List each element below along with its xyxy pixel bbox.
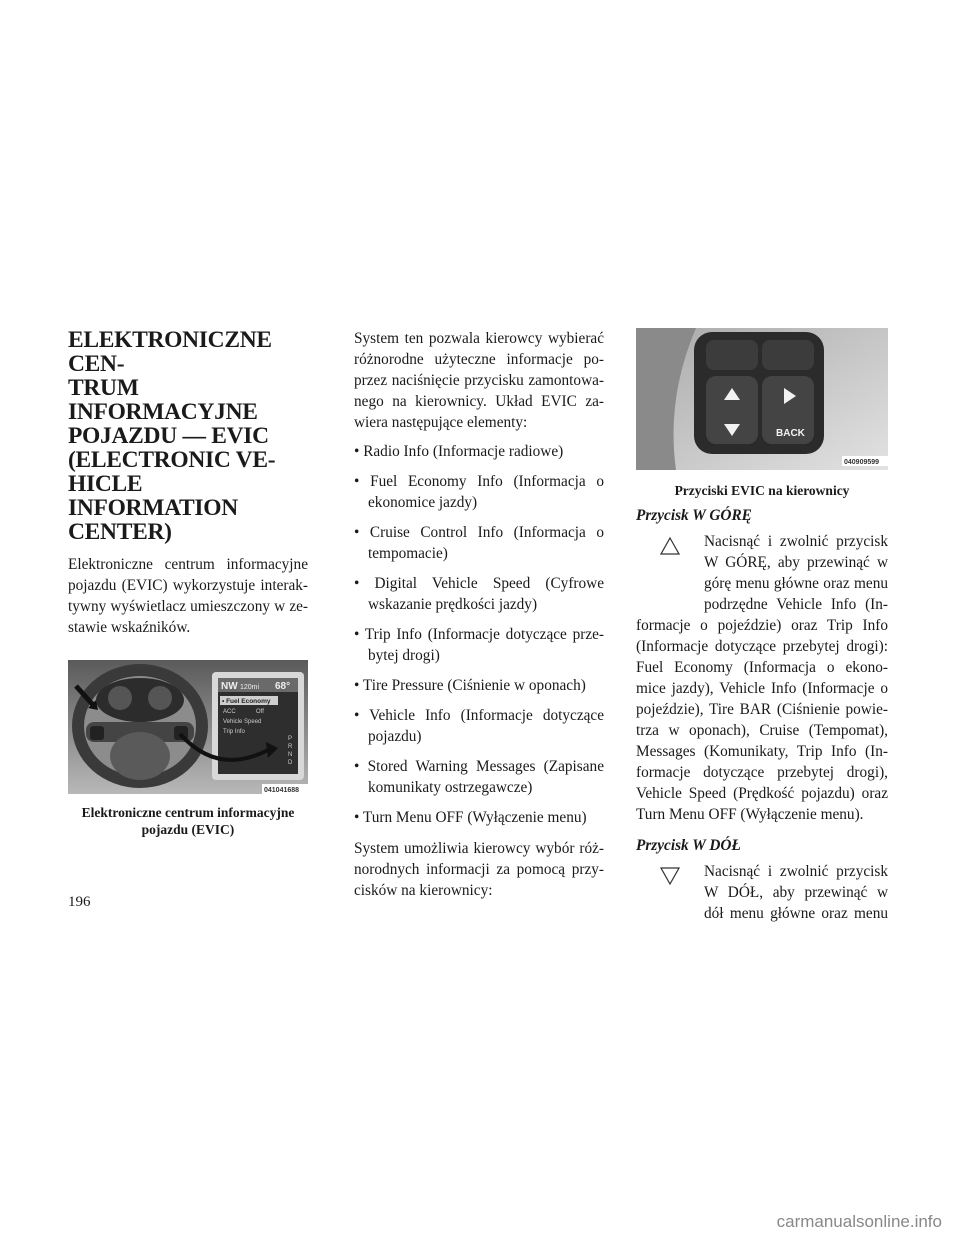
list-item: • Tire Pressure (Ciśnienie w oponach): [354, 675, 604, 696]
up-button-continued: [636, 615, 888, 825]
evic-cluster-figure: [68, 660, 308, 838]
text-line: pojazdu (EVIC) wykorzystuje interak-: [68, 577, 308, 594]
text-line: różnorodne użyteczne informacje po-: [354, 351, 604, 368]
text-line: Vehicle Speed (Prędkość pojazdu) oraz: [636, 785, 888, 802]
heading-line: CENTER): [68, 519, 172, 545]
text-line: Turn Menu OFF (Wyłączenie menu).: [636, 806, 864, 823]
up-button-description: [636, 531, 888, 615]
heading-line: HICLE INFORMATION: [68, 471, 238, 521]
down-button-heading: Przycisk W DÓŁ: [636, 837, 741, 854]
text-line: mice jazdy), Vehicle Info (Informacje o: [636, 680, 888, 697]
text-line: Nacisnąć i zwolnić przycisk: [704, 863, 888, 880]
evic-feature-list: [354, 441, 604, 828]
text-line: Elektroniczne centrum informacyjne: [68, 556, 308, 573]
list-item: • Trip Info (Informacje dotyczące prze- bytej drogi): [354, 624, 604, 666]
menu-trip-info: Trip Info: [223, 729, 245, 735]
evic-buttons-image: [636, 328, 888, 470]
list-item: • Fuel Economy Info (Informacja o ekonomice jazdy): [354, 471, 604, 513]
evic-cluster-image: [68, 660, 308, 794]
heading-line: POJAZDU — EVIC: [68, 423, 269, 449]
section-heading: [68, 328, 308, 544]
text-line: górę menu główne oraz menu: [704, 575, 888, 592]
text-line: norodnych informacji za pomocą przy-: [354, 861, 604, 878]
menu-acc: ACC: [223, 709, 236, 715]
down-button-description: [636, 861, 888, 924]
figure2-tag: 040909599: [844, 459, 880, 466]
heading-line: ELEKTRONICZNE CEN-: [68, 327, 272, 377]
figure1-tag: 041041688: [264, 787, 300, 794]
column-right: [636, 328, 888, 924]
up-triangle-icon: [636, 531, 704, 559]
evic-description: [354, 328, 604, 433]
text-line: Messages (Komunikaty, Trip Info (In-: [636, 743, 888, 760]
intro-paragraph: [68, 554, 308, 638]
text-line: trza w oponach), Cruise (Tempomat),: [636, 722, 888, 739]
text-line: W GÓRĘ, aby przewinąć w: [704, 554, 888, 571]
temp-readout: 68°: [275, 681, 291, 692]
gear-p: P: [288, 736, 293, 742]
watermark[interactable]: carmanualsonline.info: [776, 1212, 942, 1231]
list-item: • Radio Info (Informacje radiowe): [354, 441, 604, 462]
column-left: [68, 328, 308, 838]
gear-r: R: [288, 744, 293, 750]
figure1-caption: [68, 804, 308, 838]
evic-buttons-figure: [636, 328, 888, 499]
text-line: cisków na kierownicy:: [354, 882, 493, 899]
menu-acc-off: Off: [256, 709, 264, 715]
heading-line: TRUM INFORMACYJNE: [68, 375, 258, 425]
text-line: tywny wyświetlacz umieszczony w ze-: [68, 598, 308, 615]
text-line: Fuel Economy (Informacja o ekono-: [636, 659, 888, 676]
text-line: przez naciśnięcie przycisku zamontowa-: [354, 372, 604, 389]
text-line: dół menu główne oraz menu: [704, 905, 888, 922]
list-item: • Digital Vehicle Speed (Cyfrowe wskazanie prędkości jazdy): [354, 573, 604, 615]
text-line: wiera następujące elementy:: [354, 414, 528, 431]
page-number: 196: [68, 894, 91, 910]
heading-line: (ELECTRONIC VE-: [68, 447, 276, 473]
text-line: Nacisnąć i zwolnić przycisk: [704, 533, 888, 550]
text-line: (Informacje dotyczące przebytej drogi):: [636, 638, 888, 655]
text-line: W DÓŁ, aby przewinąć w: [704, 884, 888, 901]
range-readout: 120mi: [240, 684, 260, 691]
text-line: podrzędne Vehicle Info (In-: [704, 596, 888, 613]
text-line: formacje dotyczące przebytej drogi),: [636, 764, 888, 781]
back-button-label: BACK: [776, 428, 805, 439]
menu-selected: • Fuel Economy: [222, 698, 271, 705]
up-button-heading: Przycisk W GÓRĘ: [636, 507, 752, 524]
column-middle: [354, 328, 604, 909]
gear-n: N: [288, 752, 293, 758]
down-triangle-icon: [636, 861, 704, 889]
text-line: stawie wskaźników.: [68, 619, 191, 636]
closing-paragraph: [354, 838, 604, 901]
list-item: • Stored Warning Messages (Zapisane komunikaty ostrzegawcze): [354, 756, 604, 798]
caption-line: Elektroniczne centrum informacyjne: [81, 805, 295, 820]
text-line: pojeździe), Tire BAR (Ciśnienie powie-: [636, 701, 888, 718]
text-line: nego na kierownicy. Układ EVIC za-: [354, 393, 604, 410]
text-line: System umożliwia kierowcy wybór róż-: [354, 840, 604, 857]
list-item: • Vehicle Info (Informacje dotyczące pojazdu): [354, 705, 604, 747]
list-item: • Turn Menu OFF (Wyłączenie menu): [354, 807, 604, 828]
gear-d: D: [288, 760, 293, 766]
menu-vehicle-speed: Vehicle Speed: [223, 719, 262, 725]
list-item: • Cruise Control Info (Informacja o tempomacie): [354, 522, 604, 564]
text-line: System ten pozwala kierowcy wybierać: [354, 330, 604, 347]
caption-line: pojazdu (EVIC): [141, 822, 235, 837]
compass-readout: NW: [221, 681, 238, 692]
figure2-caption: Przyciski EVIC na kierownicy: [674, 483, 850, 498]
text-line: formacje o pojeździe) oraz Trip Info: [636, 617, 888, 634]
